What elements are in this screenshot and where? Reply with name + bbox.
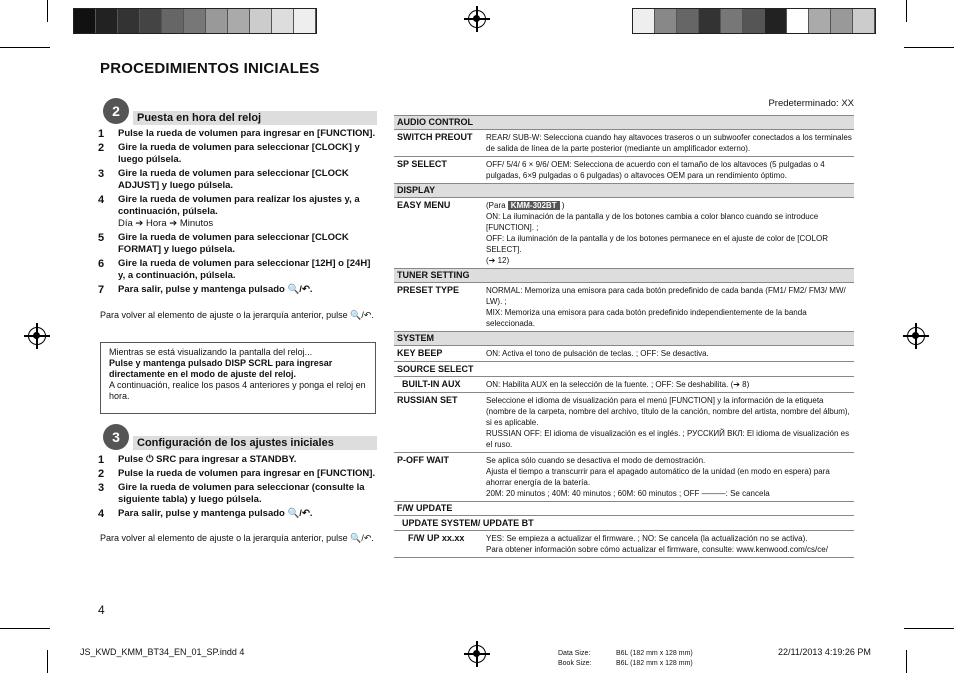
book-size-label: Book Size: <box>558 660 592 667</box>
setting-options: 20M: 20 minutos ; 40M: 40 minutos ; 60M: 60 minutos ; OFF ———: Se cancela <box>486 489 770 498</box>
table-group-header: DISPLAY <box>394 183 854 197</box>
step-item <box>98 468 378 480</box>
setting-desc: Para obtener información sobre cómo actualizar el firmware, consulte: www.kenwood.com/cs/ce/ <box>486 545 828 554</box>
section-number-badge: 3 <box>103 424 129 450</box>
step-text: Gire la rueda de volumen para realizar los ajustes y, a continuación, púlsela. <box>118 194 360 217</box>
section-title: Configuración de los ajustes iniciales <box>133 436 377 450</box>
setting-value <box>486 393 854 452</box>
step-number: 4 <box>98 194 105 206</box>
section-title: Puesta en hora del reloj <box>133 111 377 125</box>
step-number: 3 <box>98 482 105 494</box>
setting-options: RUSSIAN OFF: El idioma de visualización es el inglés. ; РУССКИЙ ВКЛ: El idioma de visualización es el ruso. <box>486 429 850 449</box>
data-size-value: B6L (182 mm x 128 mm) <box>616 650 693 657</box>
footer-date: 22/11/2013 4:19:26 PM <box>778 647 871 657</box>
table-row <box>394 129 854 156</box>
crop-mark <box>904 628 954 629</box>
default-legend: Predeterminado: XX <box>768 98 854 109</box>
step-text: Gire la rueda de volumen para seleccionar [CLOCK ADJUST] y luego púlsela. <box>118 168 349 191</box>
setting-desc: Seleccione el idioma de visualización para el menú [FUNCTION] y la información de la etiqueta (nombre de la carpeta, nombre del archivo, título de la canción, nombre del artista, nombre del álbum), si es aplicable. <box>486 396 850 427</box>
crop-mark <box>906 0 907 22</box>
footer-filename: JS_KWD_KMM_BT34_EN_01_SP.indd 4 <box>80 647 245 657</box>
table-row <box>394 530 854 558</box>
section2-note: Para volver al elemento de ajuste o la jerarquía anterior, pulse 🔍/↶. <box>100 310 374 320</box>
step-item <box>98 232 378 256</box>
box-line: Mientras se está visualizando la pantalla del reloj... <box>109 347 313 357</box>
setting-value <box>486 362 854 376</box>
step-text: Pulse ⏻ SRC para ingresar a STANDBY. <box>118 454 297 465</box>
registration-mark-icon <box>907 327 925 345</box>
model-note <box>486 200 854 211</box>
step-number: 1 <box>98 128 105 140</box>
step-item <box>98 482 378 506</box>
crop-mark <box>47 0 48 22</box>
setting-value: ON: Habilita AUX en la selección de la fuente. ; OFF: Se deshabilita. (➔ 8) <box>486 380 750 389</box>
model-tag: KMM-302BT <box>508 201 560 210</box>
option-on: ON: La iluminación de la pantalla y de los botones cambia a color blanco cuando se introduce [FUNCTION]. ; <box>486 212 819 232</box>
setting-value: REAR/ SUB-W: Selecciona cuando hay altavoces traseros o un subwoofer conectados a los terminales de salida de línea de la parte posterior (mediante un amplificador externo). <box>486 133 852 153</box>
step-number: 1 <box>98 454 105 466</box>
option-mix: MIX: Memoriza una emisora para cada botón predefinido independientemente de la banda seleccionada. <box>486 308 807 328</box>
step-text: Para salir, pulse y mantenga pulsado 🔍/↶. <box>118 284 313 295</box>
box-line: Pulse y mantenga pulsado DISP SCRL para ingresar directamente en el modo de ajuste del reloj. <box>109 358 333 379</box>
model-note-prefix: (Para <box>486 201 506 210</box>
setting-value <box>486 198 854 268</box>
setting-options: YES: Se empieza a actualizar el firmware. ; NO: Se cancela (la actualización no se activa). <box>486 534 808 543</box>
model-note-suffix: ) <box>561 201 565 210</box>
step-text: Pulse la rueda de volumen para ingresar en [FUNCTION]. <box>118 128 376 139</box>
table-row <box>394 345 854 361</box>
color-bar-right <box>632 8 876 34</box>
registration-mark-icon <box>468 10 486 28</box>
step-number: 6 <box>98 258 105 270</box>
page-number: 4 <box>98 603 105 617</box>
setting-name: P-OFF WAIT <box>397 455 449 465</box>
section2-steps <box>98 128 378 298</box>
step-text: Para salir, pulse y mantenga pulsado 🔍/↶. <box>118 508 313 519</box>
step-text: Gire la rueda de volumen para seleccionar [CLOCK] y luego púlsela. <box>118 142 360 165</box>
step-text: Gire la rueda de volumen para seleccionar [CLOCK FORMAT] y luego púlsela. <box>118 232 349 255</box>
step-text: Gire la rueda de volumen para seleccionar [12H] o [24H] y, a continuación, púlsela. <box>118 258 371 281</box>
step-item <box>98 194 378 230</box>
option-off: OFF: La iluminación de la pantalla y de los botones permanece en el ajuste de color de [COLOR SELECT]. <box>486 234 828 254</box>
crop-mark <box>904 47 954 48</box>
table-group-header: TUNER SETTING <box>394 268 854 282</box>
table-row <box>394 282 854 331</box>
crop-mark <box>0 628 50 629</box>
setting-value <box>486 453 854 501</box>
setting-name: EASY MENU <box>397 200 451 210</box>
section3-steps <box>98 454 378 522</box>
page-reference: (➔ 12) <box>486 256 510 265</box>
step-item <box>98 128 378 140</box>
step-item <box>98 258 378 282</box>
setting-value: OFF/ 5/4/ 6 × 9/6/ OEM: Selecciona de acuerdo con el tamaño de los altavoces (5 pulgadas o 4 pulgadas, 6×9 pulgadas o 6 pulgadas) o altavoces OEM para un rendimiento óptimo. <box>486 160 825 180</box>
step-number: 2 <box>98 468 105 480</box>
section-number-badge: 2 <box>103 98 129 124</box>
step-number: 7 <box>98 284 105 296</box>
section3-note: Para volver al elemento de ajuste o la jerarquía anterior, pulse 🔍/↶. <box>100 533 374 543</box>
crop-mark <box>906 650 907 673</box>
step-subtext: Día ➔ Hora ➔ Minutos <box>118 218 214 229</box>
table-row <box>394 376 854 392</box>
table-group-header: AUDIO CONTROL <box>394 115 854 129</box>
table-row <box>394 361 854 376</box>
clock-info-box <box>100 342 376 414</box>
setting-name: F/W UP xx.xx <box>408 533 465 543</box>
step-item <box>98 284 378 296</box>
registration-mark-icon <box>28 327 46 345</box>
color-bar-left <box>73 8 317 34</box>
page-title: PROCEDIMIENTOS INICIALES <box>100 60 320 77</box>
setting-name: UPDATE SYSTEM/ UPDATE BT <box>402 518 534 528</box>
crop-mark <box>0 47 50 48</box>
table-group-header: F/W UPDATE <box>394 501 854 515</box>
table-row <box>394 452 854 501</box>
setting-name: SWITCH PREOUT <box>397 132 473 142</box>
step-number: 4 <box>98 508 105 520</box>
step-text: Pulse la rueda de volumen para ingresar en [FUNCTION]. <box>118 468 376 479</box>
setting-name: BUILT-IN AUX <box>402 379 461 389</box>
step-item <box>98 508 378 520</box>
setting-desc: Ajusta el tiempo a transcurrir para el apagado automático de la unidad (en modo en espera) para ahorrar energía de la batería. <box>486 467 830 487</box>
step-item <box>98 168 378 192</box>
step-number: 3 <box>98 168 105 180</box>
setting-name: SOURCE SELECT <box>397 364 474 374</box>
table-row <box>394 515 854 530</box>
setting-value: ON: Activa el tono de pulsación de teclas. ; OFF: Se desactiva. <box>486 349 709 358</box>
setting-name: RUSSIAN SET <box>397 395 458 405</box>
setting-value <box>486 283 854 331</box>
setting-desc: Se aplica sólo cuando se desactiva el modo de demostración. <box>486 456 706 465</box>
step-number: 2 <box>98 142 105 154</box>
setting-name: KEY BEEP <box>397 348 443 358</box>
box-line: A continuación, realice los pasos 4 anteriores y ponga el reloj en hora. <box>109 380 366 401</box>
step-item <box>98 142 378 166</box>
table-row <box>394 156 854 183</box>
crop-mark <box>47 650 48 673</box>
table-row <box>394 392 854 452</box>
option-normal: NORMAL: Memoriza una emisora para cada botón predefinido de cada banda (FM1/ FM2/ FM3/ MW/ LW). ; <box>486 286 846 306</box>
setting-name: SP SELECT <box>397 159 447 169</box>
footer-sizes-values <box>616 649 693 669</box>
table-row <box>394 197 854 268</box>
footer-sizes-labels <box>558 649 591 669</box>
step-number: 5 <box>98 232 105 244</box>
step-text: Gire la rueda de volumen para seleccionar (consulte la siguiente tabla) y luego púlsela. <box>118 482 365 505</box>
registration-mark-icon <box>468 645 486 663</box>
setting-name: PRESET TYPE <box>397 285 460 295</box>
step-item <box>98 454 378 466</box>
table-group-header: SYSTEM <box>394 331 854 345</box>
settings-table <box>394 115 854 558</box>
data-size-label: Data Size: <box>558 650 591 657</box>
book-size-value: B6L (182 mm x 128 mm) <box>616 660 693 667</box>
setting-value <box>486 531 854 557</box>
